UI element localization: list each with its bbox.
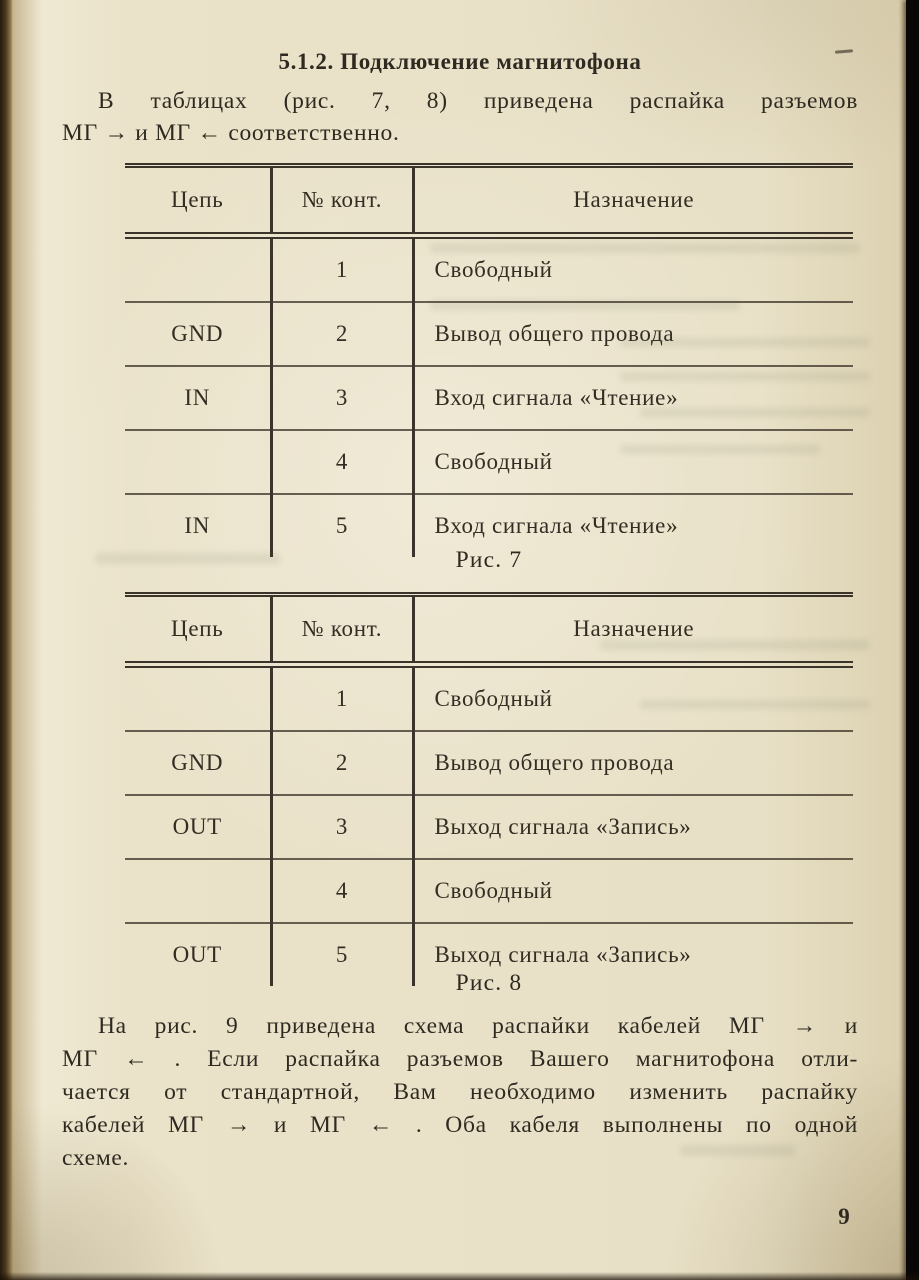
closing-line: МГ ← . Если распайка разъемов Вашего магнитофона отли-: [62, 1046, 858, 1072]
cell-pin: 1: [271, 236, 413, 303]
cell-purpose: Выход сигнала «Запись»: [413, 923, 853, 986]
page-bottom-shadow: [0, 1272, 919, 1280]
cell-purpose: Вывод общего провода: [413, 731, 853, 795]
figure-caption-8: Рис. 8: [455, 970, 523, 996]
cell-pin: 4: [271, 859, 413, 923]
closing-line: На рис. 9 приведена схема распайки кабелей МГ → и: [98, 1013, 858, 1039]
page-number: 9: [838, 1204, 850, 1229]
closing-line: чается от стандартной, Вам необходимо изменить распайку: [62, 1079, 858, 1105]
table-row: [125, 302, 853, 366]
cell-purpose: Вход сигнала «Чтение»: [413, 366, 853, 430]
cell-circuit: [125, 665, 271, 732]
cell-purpose: Свободный: [413, 665, 853, 732]
cell-pin: 5: [271, 494, 413, 557]
cell-pin: 1: [271, 665, 413, 732]
table-row: [125, 795, 853, 859]
cell-pin: 5: [271, 923, 413, 986]
book-binding-edge: [0, 0, 13, 1280]
cell-circuit: [125, 430, 271, 494]
intro-paragraph: [62, 85, 858, 149]
closing-line: схеме.: [62, 1145, 130, 1171]
col-header-circuit: Цепь: [125, 166, 271, 236]
cell-purpose: Вход сигнала «Чтение»: [413, 494, 853, 557]
table-row: [125, 731, 853, 795]
cell-circuit: [125, 236, 271, 303]
table-row: [125, 859, 853, 923]
intro-line: МГ → и МГ ← соответственно.: [62, 120, 400, 146]
cell-pin: 3: [271, 795, 413, 859]
table-row: [125, 236, 853, 303]
cell-circuit: IN: [125, 494, 271, 557]
figure-caption-7: Рис. 7: [455, 547, 523, 573]
cell-circuit: IN: [125, 366, 271, 430]
col-header-pin: № конт.: [271, 166, 413, 236]
col-header-circuit: Цепь: [125, 595, 271, 665]
section-heading: 5.1.2. Подключение магнитофона: [278, 49, 642, 74]
cell-purpose: Свободный: [413, 430, 853, 494]
cell-purpose: Свободный: [413, 236, 853, 303]
cell-purpose: Выход сигнала «Запись»: [413, 795, 853, 859]
intro-line: В таблицах (рис. 7, 8) приведена распайка разъемов: [98, 88, 858, 114]
cell-circuit: OUT: [125, 795, 271, 859]
closing-paragraph: [62, 1010, 858, 1175]
col-header-purpose: Назначение: [413, 595, 853, 665]
cell-pin: 3: [271, 366, 413, 430]
cell-purpose: Вывод общего провода: [413, 302, 853, 366]
closing-line: кабелей МГ → и МГ ← . Оба кабеля выполнены по одной: [62, 1112, 858, 1138]
cell-pin: 2: [271, 731, 413, 795]
col-header-purpose: Назначение: [413, 166, 853, 236]
cell-circuit: GND: [125, 302, 271, 366]
cell-circuit: [125, 859, 271, 923]
cell-pin: 4: [271, 430, 413, 494]
cell-circuit: GND: [125, 731, 271, 795]
cell-circuit: OUT: [125, 923, 271, 986]
photo-right-edge: [906, 0, 919, 1280]
cell-pin: 2: [271, 302, 413, 366]
table-row: [125, 665, 853, 732]
table-row: [125, 366, 853, 430]
table-row: [125, 430, 853, 494]
col-header-pin: № конт.: [271, 595, 413, 665]
pinout-table-mg-in: [125, 592, 853, 986]
cell-purpose: Свободный: [413, 859, 853, 923]
pinout-table-mg-out: [125, 163, 853, 557]
table-header-row: [125, 166, 853, 236]
table-header-row: [125, 595, 853, 665]
